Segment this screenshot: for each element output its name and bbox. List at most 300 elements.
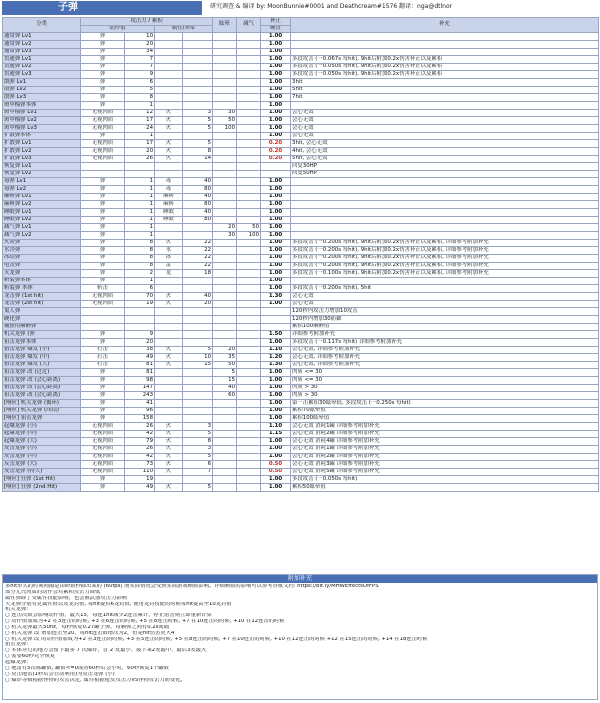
cell-name: 毒弹 Lv2: [3, 186, 81, 194]
supplement-lines: [3, 583, 597, 684]
cell-name: 起爆龙弹 (大): [3, 438, 81, 446]
table-row: [3, 346, 599, 354]
cell-mod: 1.00: [261, 216, 291, 224]
cell-stun: [213, 201, 237, 209]
cell-stun: 60: [213, 392, 237, 400]
cell-motion: 1: [125, 102, 155, 110]
cell-stun: [213, 63, 237, 71]
cell-mod: 1.00: [261, 178, 291, 186]
cell-stun: 20: [213, 224, 237, 232]
cell-type: 弹: [81, 400, 125, 408]
cell-name: 狙击龙弹 改 (会心距离): [3, 392, 81, 400]
col-stun: 眩晕: [213, 18, 237, 33]
cell-mod: 1.00: [261, 48, 291, 56]
cell-exhaust: [237, 209, 261, 217]
supplement-line: 属性弹除了受属性技能影响，也会被武器攻击力影响: [5, 595, 127, 601]
cell-element: [155, 285, 183, 293]
cell-element-value: 18: [183, 270, 213, 278]
cell-type: 无视肉质: [81, 445, 125, 453]
cell-type: 无视肉质: [81, 422, 125, 430]
cell-name: 恢复弹 Lv2: [3, 170, 81, 178]
table-row: [3, 124, 599, 132]
cell-stun: [213, 209, 237, 217]
cell-exhaust: [237, 484, 261, 492]
cell-exhaust: [237, 300, 261, 308]
cell-exhaust: [237, 124, 261, 132]
table-row: [3, 438, 599, 446]
cell-type: 打击: [81, 361, 125, 369]
cell-exhaust: [237, 94, 261, 102]
cell-exhaust: [237, 407, 261, 415]
cell-element-value: [183, 476, 213, 484]
cell-element-value: [183, 338, 213, 346]
table-row: [3, 461, 599, 469]
table-row: [3, 216, 599, 224]
cell-stun: [213, 216, 237, 224]
supplement-line: ○ 爆炸等级根据怪物的攻击决定, 属性根据枪反攻击力VS怪物攻击力而变化。: [5, 677, 186, 683]
table-row: [3, 285, 599, 293]
cell-note: 会心无效: [291, 109, 599, 117]
cell-note: 会心无效 消耗4罐 详细参考附加补充: [291, 438, 599, 446]
cell-stun: [213, 170, 237, 178]
cell-mod: [261, 315, 291, 323]
supplement-line: ○ 机关龙弹 改 增加连击至20，每hit连击数增次为2，但是hit伤害更大4: [5, 630, 175, 636]
cell-type: 无视肉质: [81, 155, 125, 163]
cell-stun: [213, 239, 237, 247]
table-row: [3, 354, 599, 362]
supplement-line: 起爆龙弹:: [5, 659, 28, 665]
table-row: [3, 224, 599, 232]
cell-name: [响应] 狂弹 (1st Hit): [3, 476, 81, 484]
cell-stun: [213, 300, 237, 308]
cell-motion: 26: [125, 445, 155, 453]
cell-note: 回复30HP: [291, 163, 599, 171]
cell-name: 斑甲榴弹 Lv1: [3, 109, 81, 117]
supplement-line: ○ 地雷有5次栋罐数, 罐数<=0或者60秒后会小时，60秒恢复1个罐数: [5, 665, 169, 671]
cell-motion: 17: [125, 140, 155, 148]
cell-note: 肉质 > 30: [291, 384, 599, 392]
cell-type: 无视肉质: [81, 461, 125, 469]
cell-element: [155, 384, 183, 392]
cell-type: 弹: [81, 369, 125, 377]
cell-name: 火炎弹: [3, 239, 81, 247]
supplement-line: ○ 需要60秒完全恢复: [5, 654, 56, 660]
cell-note: [291, 102, 599, 110]
cell-name: 机关龙弹 (弹: [3, 331, 81, 339]
cell-element-value: 80: [183, 186, 213, 194]
cell-exhaust: [237, 201, 261, 209]
cell-exhaust: [237, 117, 261, 125]
cell-name: 起爆龙弹 (小): [3, 422, 81, 430]
cell-name: 斑甲榴弹本体: [3, 102, 81, 110]
table-row: [3, 239, 599, 247]
cell-element-value: [183, 94, 213, 102]
col-mod-group: 补正: [261, 18, 291, 26]
cell-element-value: [183, 132, 213, 140]
cell-stun: [213, 33, 237, 41]
cell-note: [291, 277, 599, 285]
cell-element: [155, 86, 183, 94]
cell-stun: [213, 430, 237, 438]
cell-note: 多段攻击 (一0.200s 每hit), 9hit后附加0.2x伤害补正以及累积, 详细参考附加补充: [291, 239, 599, 247]
col-motion: 动作值: [81, 25, 155, 33]
cell-name: 斩裂弹本体: [3, 277, 81, 285]
cell-type: [81, 308, 125, 316]
cell-note: 会心无效: [291, 124, 599, 132]
cell-name: 贯通弹 Lv3: [3, 71, 81, 79]
cell-element-value: [183, 163, 213, 171]
cell-stun: [213, 270, 237, 278]
cell-mod: 1.50: [261, 331, 291, 339]
cell-type: 弹: [81, 63, 125, 71]
cell-motion: 158: [125, 415, 155, 423]
cell-stun: [213, 285, 237, 293]
cell-name: 硬化弹: [3, 315, 81, 323]
cell-exhaust: [237, 438, 261, 446]
cell-exhaust: [237, 323, 261, 331]
cell-mod: [261, 308, 291, 316]
cell-element: [155, 71, 183, 79]
supplement-line: 机关龙弹:: [5, 607, 28, 613]
cell-type: 无视肉质: [81, 117, 125, 125]
cell-element-value: [183, 384, 213, 392]
cell-exhaust: [237, 354, 261, 362]
cell-type: 弹: [81, 48, 125, 56]
cell-name: 狙击龙弹 改 (会心距离): [3, 377, 81, 385]
cell-element-value: [183, 407, 213, 415]
cell-type: 弹: [81, 277, 125, 285]
cell-note: 120秒内攻击力增加10攻击: [291, 308, 599, 316]
col-note: 补充: [291, 18, 599, 33]
col-name: 分类: [3, 18, 81, 33]
cell-type: [81, 315, 125, 323]
cell-exhaust: [237, 109, 261, 117]
table-row: [3, 48, 599, 56]
cell-motion: 1: [125, 231, 155, 239]
cell-motion: 26: [125, 422, 155, 430]
cell-exhaust: [237, 102, 261, 110]
cell-element: 火: [155, 124, 183, 132]
supplement-line: 天龙弹分别有克属性值以及龙封值, 每hit提供6龙封值, 使用龙封枝能的时候每hit提高至10龙封值: [5, 601, 232, 607]
cell-type: 弹: [81, 239, 125, 247]
cell-motion: 38: [125, 346, 155, 354]
cell-note: 多段攻击 (一0.067s 每hit), 9hit后附加0.2x伤害补正以及累积: [291, 56, 599, 64]
cell-type: 无视肉质: [81, 300, 125, 308]
cell-note: 5hit, 会心无效: [291, 155, 599, 163]
table-row: [3, 400, 599, 408]
cell-note: 会心无效 消耗2罐 详细参考附加补充: [291, 430, 599, 438]
cell-name: 斩裂弹 本体: [3, 285, 81, 293]
cell-type: 弹: [81, 33, 125, 41]
cell-stun: [213, 338, 237, 346]
table-row: [3, 178, 599, 186]
cell-exhaust: [237, 270, 261, 278]
cell-note: 会心无效 消耗5罐 详细参考附加补充: [291, 468, 599, 476]
table-row: [3, 186, 599, 194]
cell-motion: 1: [125, 201, 155, 209]
cell-exhaust: [237, 392, 261, 400]
cell-name: 扩散弹 Lv2: [3, 147, 81, 155]
cell-note: [291, 216, 599, 224]
cell-element-value: 5: [183, 124, 213, 132]
cell-motion: 6: [125, 79, 155, 87]
cell-motion: 1: [125, 224, 155, 232]
cell-motion: 8: [125, 254, 155, 262]
cell-note: [291, 209, 599, 217]
cell-element-value: [183, 56, 213, 64]
cell-type: [81, 163, 125, 171]
cell-note: 回复50HP: [291, 170, 599, 178]
cell-stun: [213, 476, 237, 484]
cell-motion: 1: [125, 209, 155, 217]
cell-mod: 1.00: [261, 33, 291, 41]
cell-stun: [213, 140, 237, 148]
cell-motion: 20: [125, 147, 155, 155]
supplement-line: ○ 连击次数会影响动作值，最大15，每连1hit减少2连击累计，停止射击则立即重新计算: [5, 613, 212, 619]
cell-element: 火: [155, 293, 183, 301]
cell-mod: 1.00: [261, 239, 291, 247]
cell-motion: 7: [125, 56, 155, 64]
cell-mod: 1.00: [261, 79, 291, 87]
cell-exhaust: [237, 369, 261, 377]
cell-name: [响应] 机关龙弹 (循环): [3, 400, 81, 408]
cell-name: 起爆龙弹 (中): [3, 430, 81, 438]
supplement-line: ○ 本体穿过的地方会留下最多 7 次爆炸，首 2 发最小、接下来2发最中、最后3发最大: [5, 648, 207, 654]
cell-element-value: [183, 33, 213, 41]
cell-motion: 2: [125, 270, 155, 278]
table-row: [3, 117, 599, 125]
cell-name: 灭龙弹: [3, 270, 81, 278]
cell-element-value: [183, 48, 213, 56]
cell-exhaust: [237, 293, 261, 301]
cell-mod: 0.50: [261, 468, 291, 476]
cell-note: 多段攻击 (一0.050s 每hit): [291, 476, 599, 484]
cell-exhaust: [237, 71, 261, 79]
cell-name: 通常弹 Lv2: [3, 40, 81, 48]
cell-mod: 1.00: [261, 132, 291, 140]
cell-element: [155, 79, 183, 87]
cell-stun: [213, 48, 237, 56]
cell-motion: 20: [125, 338, 155, 346]
cell-stun: 30: [213, 109, 237, 117]
cell-element-value: [183, 102, 213, 110]
cell-element: [155, 377, 183, 385]
cell-element: [155, 40, 183, 48]
cell-element-value: 22: [183, 247, 213, 255]
cell-note: 会心无效 消耗1罐 详细参考附加补充: [291, 445, 599, 453]
table-row: [3, 270, 599, 278]
cell-element: [155, 400, 183, 408]
cell-element: 火: [155, 461, 183, 469]
table-row: [3, 369, 599, 377]
cell-note: 多段攻击 (一0.050s 每hit), 9hit后附加0.2x伤害补正以及累积: [291, 71, 599, 79]
cell-stun: 40: [213, 384, 237, 392]
cell-motion: 12: [125, 109, 155, 117]
cell-note: [291, 178, 599, 186]
cell-element-value: [183, 71, 213, 79]
table-row: [3, 155, 599, 163]
cell-element-value: 40: [183, 193, 213, 201]
cell-note: 多段攻击 (一0.200s 每hit), 9hit后附加0.2x伤害补正以及累积, 详细参考附加补充: [291, 262, 599, 270]
cell-element-value: [183, 86, 213, 94]
cell-motion: 73: [125, 461, 155, 469]
cell-mod: 1.00: [261, 384, 291, 392]
cell-type: 弹: [81, 331, 125, 339]
table-body: [3, 33, 599, 491]
cell-exhaust: [237, 285, 261, 293]
cell-exhaust: [237, 247, 261, 255]
cell-stun: [213, 262, 237, 270]
cell-exhaust: [237, 262, 261, 270]
cell-name: 狙击龙弹 改 (会心距离): [3, 384, 81, 392]
cell-motion: 20: [125, 40, 155, 48]
cell-element: 火: [155, 468, 183, 476]
col-element: 属性/异常: [155, 25, 213, 33]
cell-motion: 1: [125, 277, 155, 285]
cell-type: 弹: [81, 231, 125, 239]
cell-element-value: 8: [183, 147, 213, 155]
cell-mod: 1.00: [261, 102, 291, 110]
table-row: [3, 86, 599, 94]
cell-exhaust: [237, 384, 261, 392]
cell-name: 龙击弹 (1st hit): [3, 293, 81, 301]
table-row: [3, 71, 599, 79]
cell-motion: 5: [125, 86, 155, 94]
cell-exhaust: [237, 140, 261, 148]
cell-element: 毒: [155, 178, 183, 186]
cell-motion: 9: [125, 331, 155, 339]
table-row: [3, 300, 599, 308]
cell-type: 弹: [81, 193, 125, 201]
cell-motion: 17: [125, 117, 155, 125]
cell-name: 电击弹: [3, 262, 81, 270]
cell-type: 弹: [81, 407, 125, 415]
cell-stun: [213, 422, 237, 430]
cell-mod: 1.15: [261, 430, 291, 438]
cell-element-value: 15: [183, 361, 213, 369]
cell-name: 麻痹弹 Lv2: [3, 201, 81, 209]
cell-type: 弹: [81, 132, 125, 140]
cell-type: 弹: [81, 71, 125, 79]
cell-element-value: [183, 285, 213, 293]
table-row: [3, 109, 599, 117]
cell-mod: 1.00: [261, 285, 291, 293]
cell-mod: 0.20: [261, 147, 291, 155]
cell-type: [81, 323, 125, 331]
cell-element: 火: [155, 484, 183, 492]
cell-note: 7hit: [291, 94, 599, 102]
cell-type: 弹: [81, 224, 125, 232]
cell-stun: 100: [213, 124, 237, 132]
cell-type: 弹: [81, 102, 125, 110]
cell-note: 会心无效, 详细参考附加补充: [291, 361, 599, 369]
col-exhaust: 减气: [237, 18, 261, 33]
cell-type: 无视肉质: [81, 430, 125, 438]
cell-element-value: [183, 392, 213, 400]
cell-motion: [125, 315, 155, 323]
cell-motion: 10: [125, 33, 155, 41]
cell-mod: 1.00: [261, 438, 291, 446]
table-row: [3, 56, 599, 64]
cell-exhaust: [237, 361, 261, 369]
cell-element: 火: [155, 445, 183, 453]
cell-exhaust: [237, 461, 261, 469]
cell-motion: 42: [125, 453, 155, 461]
cell-stun: [213, 71, 237, 79]
cell-element: [155, 407, 183, 415]
cell-note: 会心无效: [291, 117, 599, 125]
table-row: [3, 247, 599, 255]
cell-motion: 110: [125, 468, 155, 476]
cell-motion: [125, 323, 155, 331]
cell-note: 会心无效: [291, 293, 599, 301]
cell-element: [155, 33, 183, 41]
cell-element-value: 40: [183, 209, 213, 217]
cell-motion: 42: [125, 430, 155, 438]
cell-motion: 70: [125, 293, 155, 301]
cell-element: [155, 102, 183, 110]
cell-stun: [213, 277, 237, 285]
cell-mod: 1.10: [261, 346, 291, 354]
cell-type: 弹: [81, 415, 125, 423]
cell-element: [155, 163, 183, 171]
cell-element: [155, 476, 183, 484]
cell-mod: 1.00: [261, 224, 291, 232]
cell-element: 火: [155, 361, 183, 369]
cell-note: 累积100麻醉值: [291, 323, 599, 331]
cell-motion: 8: [125, 262, 155, 270]
cell-note: 3hit, 会心无效: [291, 140, 599, 148]
cell-mod: 1.00: [261, 453, 291, 461]
cell-type: 弹: [81, 392, 125, 400]
table-row: [3, 277, 599, 285]
cell-mod: [261, 323, 291, 331]
cell-note: [291, 40, 599, 48]
cell-element-value: 8: [183, 438, 213, 446]
table-row: [3, 315, 599, 323]
cell-mod: 1.00: [261, 277, 291, 285]
table-row: [3, 384, 599, 392]
cell-exhaust: [237, 422, 261, 430]
cell-type: 无视肉质: [81, 109, 125, 117]
bullet-table: [2, 17, 599, 492]
cell-mod: 1.00: [261, 209, 291, 217]
cell-element-value: 7: [183, 468, 213, 476]
cell-element: 火: [155, 438, 183, 446]
cell-stun: [213, 461, 237, 469]
cell-element-value: [183, 79, 213, 87]
cell-type: 弹: [81, 247, 125, 255]
cell-stun: [213, 484, 237, 492]
cell-type: 弹: [81, 186, 125, 194]
cell-stun: [213, 254, 237, 262]
cell-note: 肉质 <= 30: [291, 369, 599, 377]
cell-mod: 1.00: [261, 186, 291, 194]
cell-element: [155, 224, 183, 232]
cell-mod: [261, 170, 291, 178]
cell-mod: 1.00: [261, 124, 291, 132]
cell-name: 贯通弹 Lv1: [3, 56, 81, 64]
cell-motion: 6: [125, 285, 155, 293]
cell-name: 扩散弹 Lv3: [3, 155, 81, 163]
cell-element: 麻痹: [155, 193, 183, 201]
cell-motion: 41: [125, 400, 155, 408]
cell-note: [291, 201, 599, 209]
cell-stun: 35: [213, 354, 237, 362]
cell-name: 扩散弹本体: [3, 132, 81, 140]
table-row: [3, 132, 599, 140]
cell-element-value: [183, 277, 213, 285]
